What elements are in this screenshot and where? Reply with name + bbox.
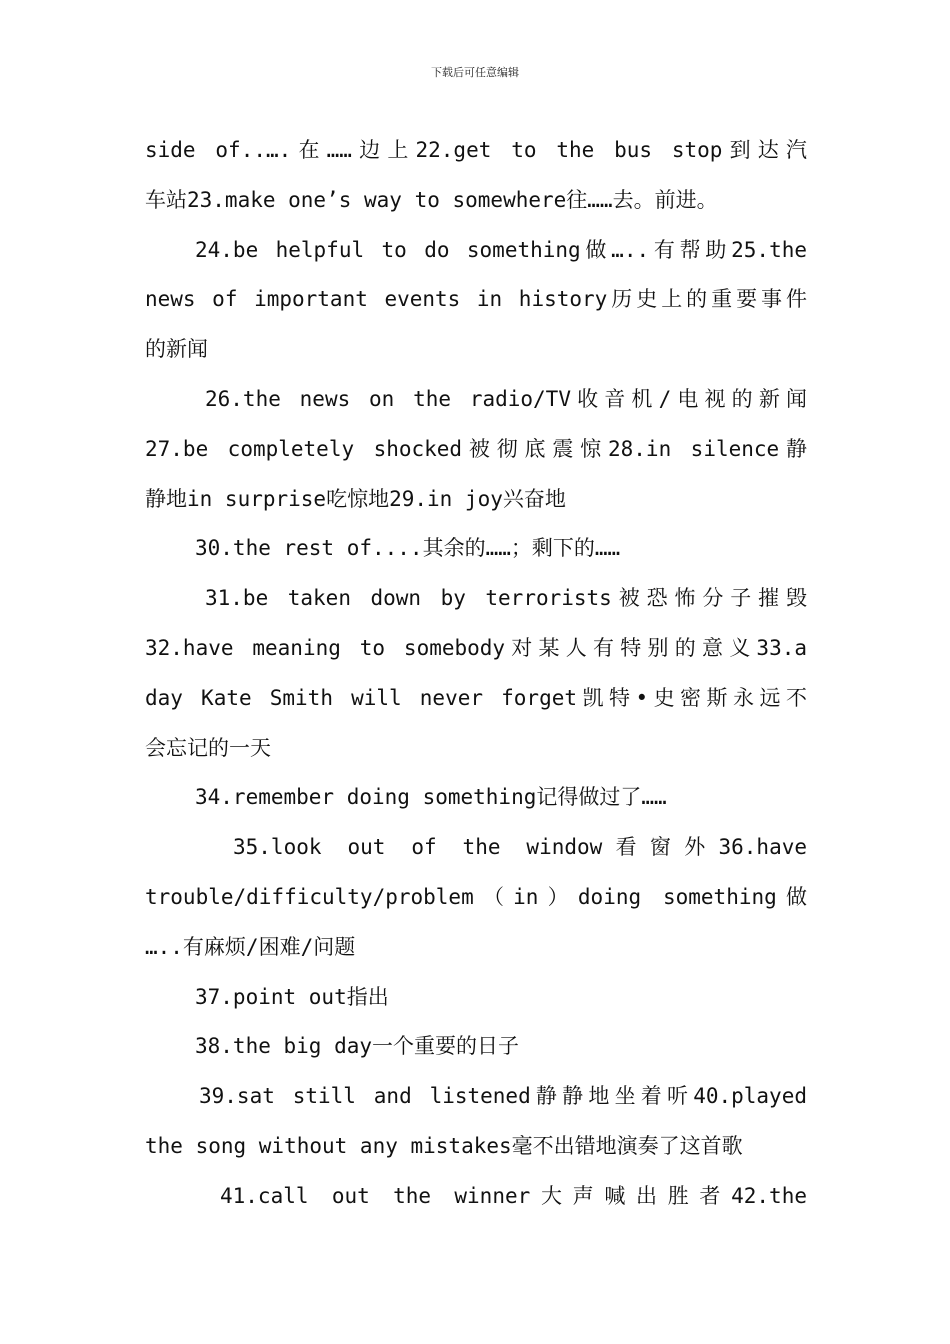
text-line: the song without any mistakes毫不出错地演奏了这首歌 <box>145 1133 743 1158</box>
text-line: …..有麻烦/困难/问题 <box>145 934 356 959</box>
text-line: day Kate Smith will never forget凯特•史密斯永远不 <box>145 685 807 710</box>
text-line: 的新闻 <box>145 337 208 362</box>
text-line: 37.point out指出 <box>195 984 389 1009</box>
text-line: 车站23.make one’s way to somewhere往……去。前进。 <box>145 187 718 212</box>
text-line: 26.the news on the radio/TV收音机/电视的新闻 <box>205 386 807 411</box>
text-line: 41.call out the winner大声喊出胜者42.the <box>220 1183 807 1208</box>
text-line: 32.have meaning to somebody对某人有特别的意义33.a <box>145 635 807 660</box>
text-line: 35.look out of the window看窗外36.have <box>233 835 807 860</box>
text-line: 30.the rest of....其余的……；剩下的…… <box>195 536 621 561</box>
text-line: 静地in surprise吃惊地29.in joy兴奋地 <box>145 486 566 511</box>
text-line: 38.the big day一个重要的日子 <box>195 1034 520 1059</box>
text-line: 39.sat still and listened静静地坐着听40.played <box>199 1084 807 1109</box>
text-line: 会忘记的一天 <box>145 735 271 760</box>
text-line: 31.be taken down by terrorists被恐怖分子摧毁 <box>205 586 807 611</box>
text-line: 27.be completely shocked被彻底震惊28.in silence静 <box>145 436 807 461</box>
text-line: side of..….在……边上22.get to the bus stop到达汽 <box>145 138 807 162</box>
text-line: 34.remember doing something记得做过了…… <box>195 785 667 810</box>
text-line: trouble/difficulty/problem（in）doing something做 <box>145 884 807 909</box>
text-line: 24.be helpful to do something做…..有帮助25.the <box>195 237 807 262</box>
text-line: news of important events in history历史上的重要事件 <box>145 287 807 312</box>
page-header: 下载后可任意编辑 <box>431 66 519 79</box>
document-body <box>145 126 807 1222</box>
